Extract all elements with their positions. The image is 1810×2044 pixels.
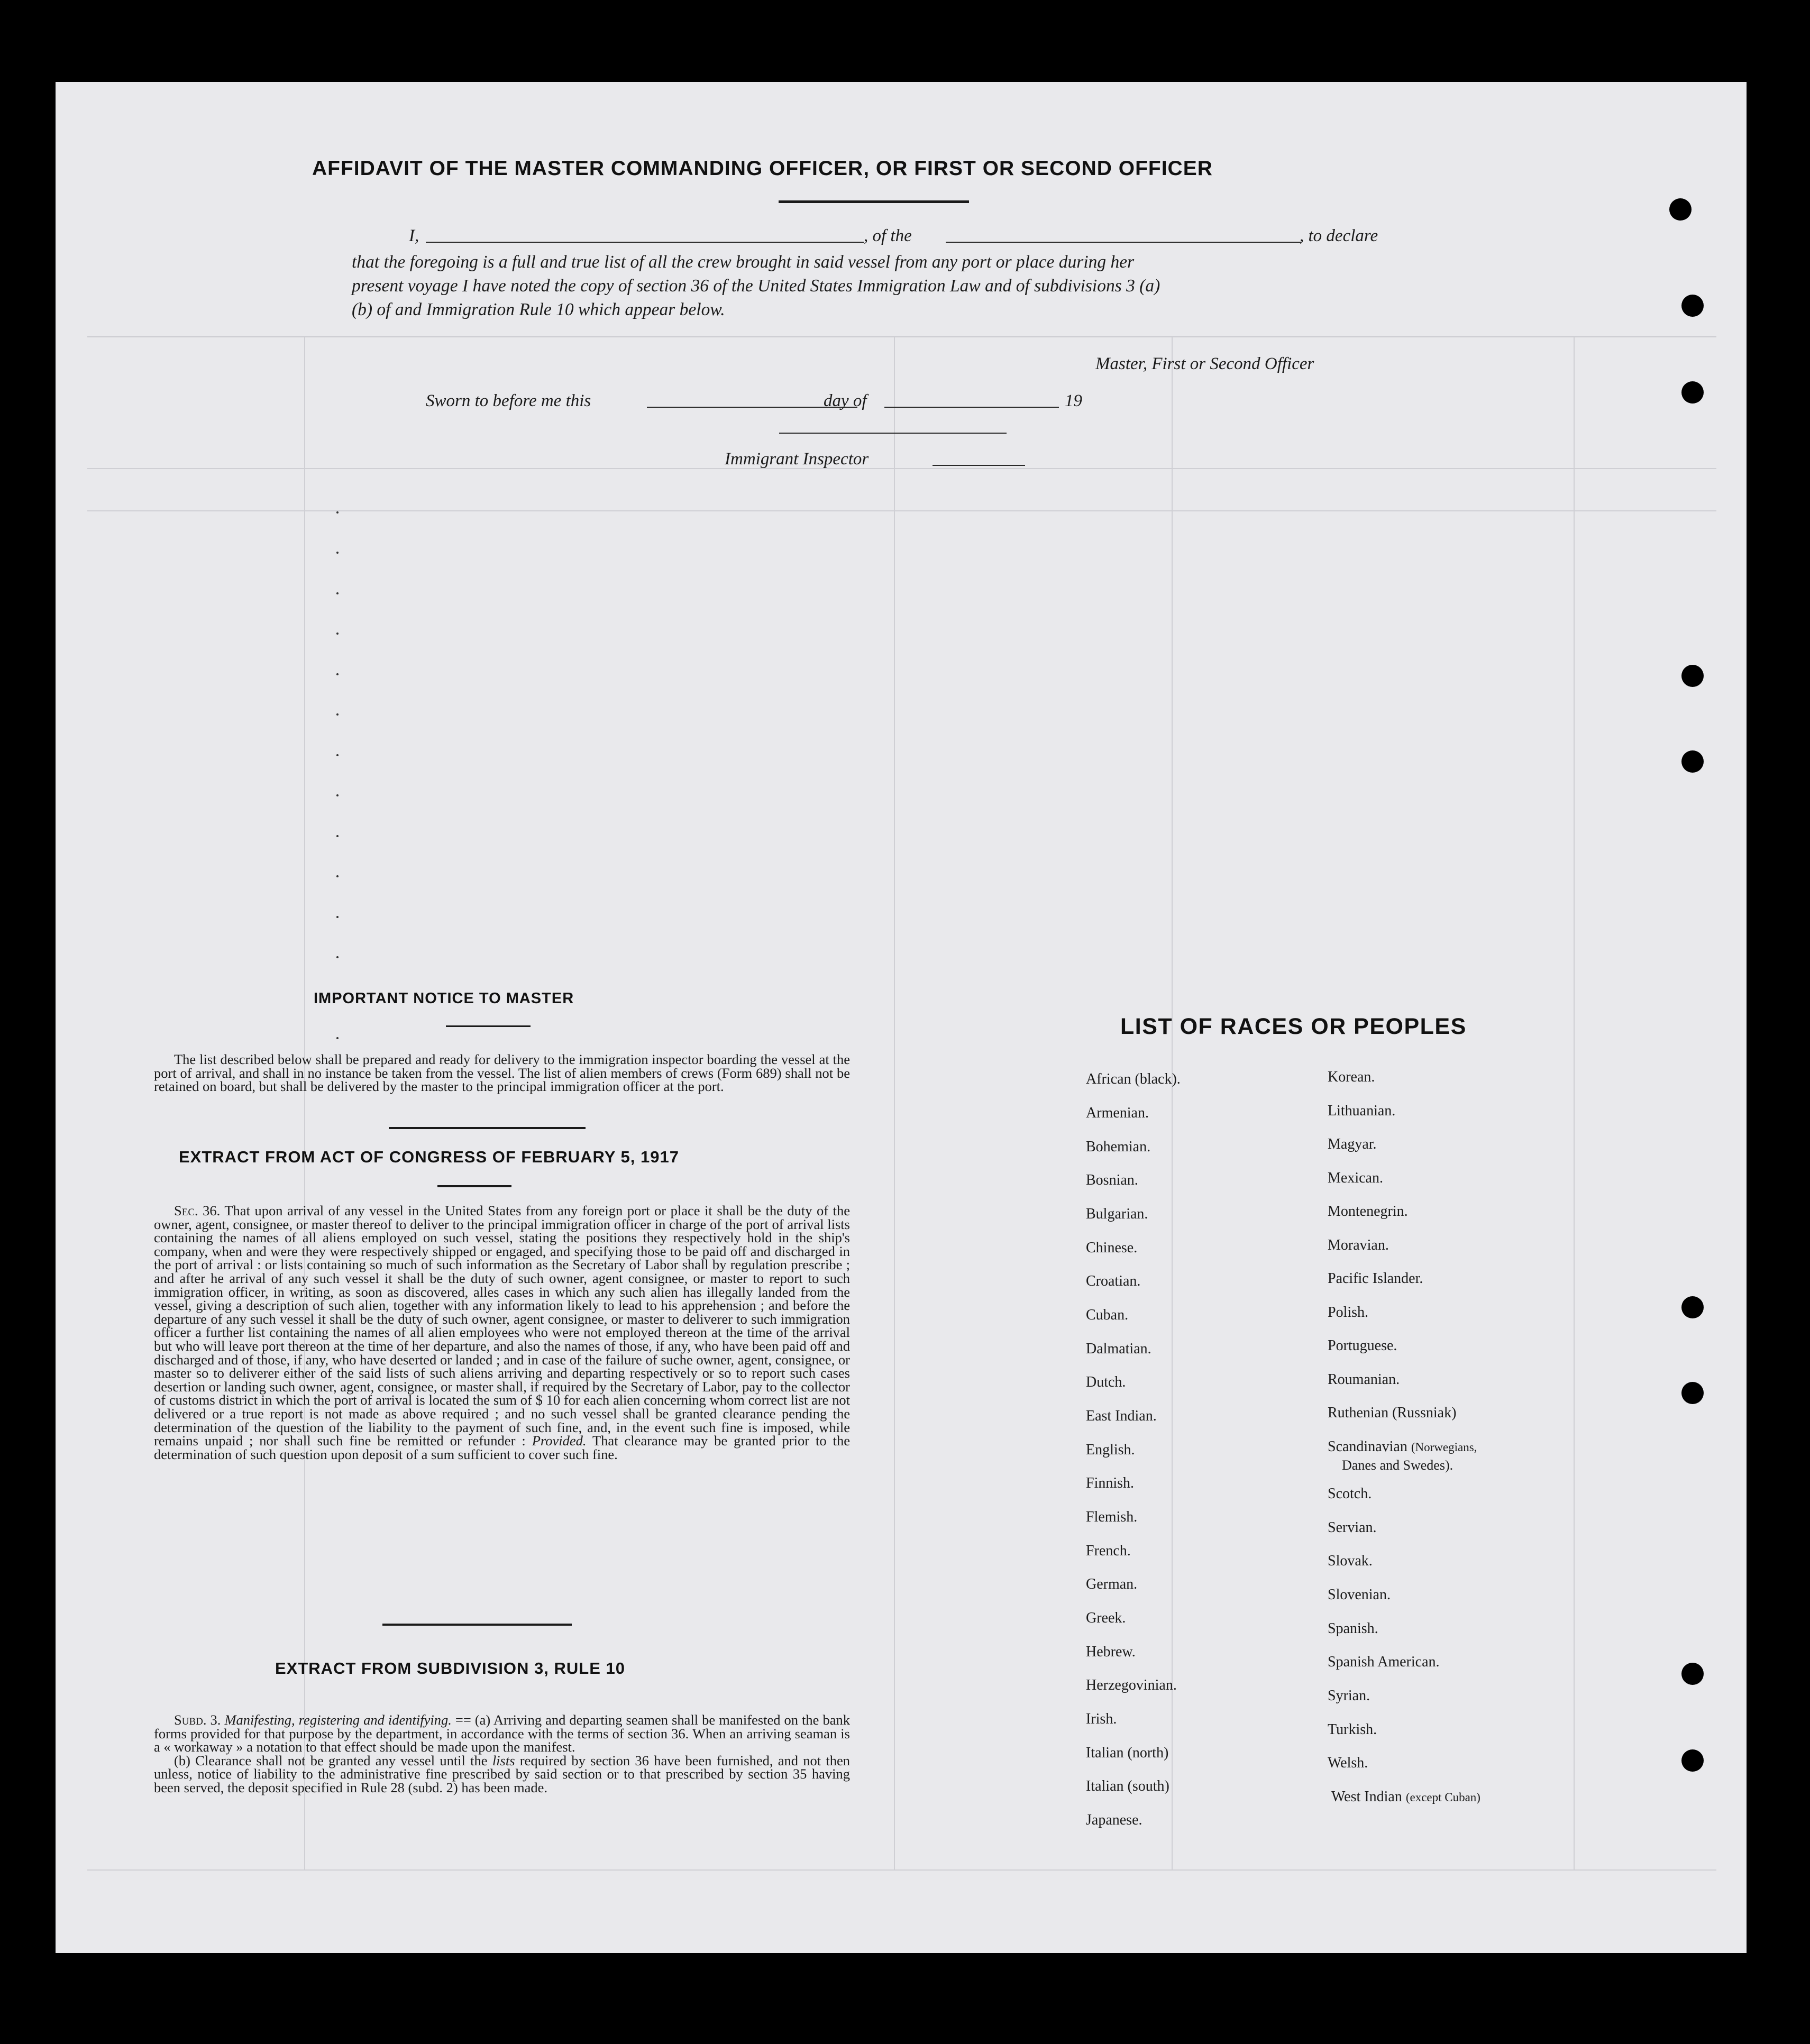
race-item-note: Danes and Swedes). xyxy=(1342,1458,1454,1473)
column-dot xyxy=(336,713,339,716)
race-item: Cuban. xyxy=(1086,1307,1129,1323)
punch-hole xyxy=(1681,665,1704,687)
punch-hole xyxy=(1681,1663,1704,1685)
notice-text xyxy=(154,1053,850,1094)
year-label: 19 xyxy=(1065,391,1082,410)
race-item: Hebrew. xyxy=(1086,1644,1136,1660)
race-item: Syrian. xyxy=(1328,1688,1370,1704)
of-the-label: , of the xyxy=(864,226,912,245)
punch-hole xyxy=(1681,381,1704,404)
inspector-name-field[interactable] xyxy=(933,465,1025,466)
rule10-title: EXTRACT FROM SUBDIVISION 3, RULE 10 xyxy=(275,1659,625,1678)
race-item: Finnish. xyxy=(1086,1475,1135,1491)
affiant-label: I, xyxy=(409,226,419,245)
race-item: Servian. xyxy=(1328,1519,1377,1536)
notice-paragraph: The list described below shall be prepared and ready for delivery to the immigration inspector boarding the vessel at the port of arrival, and shall in no instance be taken from the vessel. The list of alien members of crews (Form 689) shall not be retained on board, but shall be delivered by the master to the principal immigration officer at the port. xyxy=(154,1051,850,1095)
race-item: Spanish. xyxy=(1328,1620,1378,1637)
column-dot xyxy=(336,916,339,918)
race-item: Lithuanian. xyxy=(1328,1103,1396,1119)
to-declare-label: , to declare xyxy=(1300,226,1378,245)
punch-hole xyxy=(1681,1749,1704,1772)
race-item: Magyar. xyxy=(1328,1136,1377,1152)
column-dot xyxy=(336,754,339,756)
affidavit-title: AFFIDAVIT OF THE MASTER COMMANDING OFFICER, OR FIRST OR SECOND OFFICER xyxy=(312,157,1213,180)
race-item-label: Scandinavian xyxy=(1328,1438,1407,1455)
column-dot xyxy=(336,592,339,594)
sworn-label: Sworn to before me this xyxy=(426,391,591,410)
column-dot xyxy=(336,633,339,635)
vessel-name-field[interactable] xyxy=(946,242,1301,243)
race-item: Mexican. xyxy=(1328,1170,1383,1186)
column-dot xyxy=(336,794,339,796)
column-dot xyxy=(336,673,339,675)
race-item: Croatian. xyxy=(1086,1273,1141,1289)
notice-title: IMPORTANT NOTICE TO MASTER xyxy=(314,990,574,1007)
race-item: French. xyxy=(1086,1543,1131,1559)
inspector-label: Immigrant Inspector xyxy=(725,450,869,469)
inspector-signature-field[interactable] xyxy=(779,433,1007,434)
act-rule xyxy=(437,1185,511,1187)
act-section-text: That upon arrival of any vessel in the United States from any foreign port or place it shall be the duty of the owner, agent, consignee, or master thereof to deliver to the principal immigration officer in charge of the port of arrival lists containing the names of all aliens employed on such vessel, stating the positions they respectively hold in the ship's company, when and were they were respectively shipped or engaged, and specifying those to be paid off and discharged in the port of arrival : or lists containing so much of such information as the Secretary of Labor shall by regulation prescribe ; and after he arrival of any such vessel it shall be the duty of such owner, agent consignee, or master to report to such immigration officer, in writing, as soon as discovered, alles cases in which any such alien has illegally landed from the vessel, giving a description of such alien, together with any information likely to lead to his apprehension ; and before the departure of any such vessel it shall be the duty of such owner, agent consignee, or master to deliverer to such immigration officer a further list containing the names of all alien employees who were not employed thereon at the time of the arrival but who will leave port thereon at the time of her departure, and also the names of those, if any, who have been paid off and discharged and of those, if any, who have deserted or landed ; and in case of the failure of suche owner, agent, consignee, or master so to deliverer either of the said lists of such aliens arriving and departing respectively or so to report such cases desertion or landing such owner, agent, consignee, or master shall, if required by the Secretary of Labor, pay to the collector of customs district in which the port of arrival is located the sum of $ 10 for each alien concerning whom correct list are not delivered or a true report is not made as above required ; and no such vessel shall be granted clearance pending the determination of the question of the liability to the payment of such fine, and, in the event such fine is imposed, while remains unpaid ; nor shall such fine be remitted or refunder : xyxy=(154,1203,850,1449)
race-item: Greek. xyxy=(1086,1610,1126,1626)
race-item: Moravian. xyxy=(1328,1237,1389,1253)
bleed-through-line xyxy=(1574,336,1575,1869)
race-item: Welsh. xyxy=(1328,1755,1368,1771)
race-item-label: West Indian xyxy=(1331,1789,1402,1805)
bleed-through-line xyxy=(1172,336,1173,1869)
race-item-note: (except Cuban) xyxy=(1405,1791,1480,1804)
column-dot xyxy=(336,511,339,514)
race-item: Portuguese. xyxy=(1328,1337,1397,1354)
rule10-text xyxy=(154,1713,850,1795)
column-dot xyxy=(336,1037,339,1039)
race-item: Bulgarian. xyxy=(1086,1206,1148,1222)
race-item: Dalmatian. xyxy=(1086,1341,1151,1357)
race-item: Slovak. xyxy=(1328,1553,1373,1569)
punch-hole xyxy=(1681,750,1704,773)
race-item: Irish. xyxy=(1086,1711,1117,1727)
bleed-through-line xyxy=(87,510,1716,511)
race-item: Dutch. xyxy=(1086,1374,1126,1390)
race-item: Turkish. xyxy=(1328,1721,1377,1738)
day-of-label: day of xyxy=(824,391,867,410)
race-item: Japanese. xyxy=(1086,1812,1142,1828)
race-item: Roumanian. xyxy=(1328,1371,1400,1388)
rule10-subd-heading: Manifesting, registering and identifying. xyxy=(224,1712,452,1728)
bleed-through-line xyxy=(894,336,895,1869)
race-item: Bosnian. xyxy=(1086,1172,1138,1188)
rule10-a-text: == (a) Arriving and departing seamen shall be manifested on the bank forms provided for that purpose by the department, in accordance with the terms of section 36. When an arriving seaman is a « workaway » a notation to that effect should be made upon the manifest. xyxy=(154,1712,850,1755)
race-item: Ruthenian (Russniak) xyxy=(1328,1405,1457,1421)
rule10-b-text: (b) Clearance shall not be granted any vessel until the xyxy=(174,1752,488,1768)
form-page xyxy=(56,82,1747,1953)
race-item: Bohemian. xyxy=(1086,1139,1151,1155)
act-provided: Provided. xyxy=(532,1433,587,1449)
bleed-through-line xyxy=(87,1869,1716,1871)
column-dot xyxy=(336,956,339,958)
rule10-b-lists: lists xyxy=(492,1752,515,1768)
act-section-label: Sec. 36. xyxy=(174,1203,221,1218)
affiant-name-field[interactable] xyxy=(426,242,864,243)
column-dot xyxy=(336,552,339,554)
punch-hole xyxy=(1669,198,1692,221)
affidavit-line-3: present voyage I have noted the copy of section 36 of the United States Immigration Law and of subdivisions 3 (a) xyxy=(352,276,1160,296)
rule10-subd-label: Subd. 3. xyxy=(174,1712,221,1728)
act-bottom-rule xyxy=(382,1624,572,1626)
race-item: Chinese. xyxy=(1086,1240,1138,1256)
title-rule xyxy=(779,200,969,203)
act-title: EXTRACT FROM ACT OF CONGRESS OF FEBRUARY 5, 1917 xyxy=(179,1148,679,1166)
punch-hole xyxy=(1681,1296,1704,1318)
act-section-end: That clearance may be granted prior to the determination of such question upon deposit of a sum sufficient to cover such fine. xyxy=(154,1433,850,1462)
race-item xyxy=(1331,1789,1480,1805)
race-item: Spanish American. xyxy=(1328,1654,1440,1670)
bleed-through-line xyxy=(304,336,305,1869)
race-item: Montenegrin. xyxy=(1328,1203,1408,1220)
notice-rule xyxy=(446,1025,531,1027)
punch-hole xyxy=(1681,295,1704,317)
notice-bottom-rule xyxy=(389,1127,586,1129)
race-item: German. xyxy=(1086,1576,1138,1592)
rule10-b-text-end: required by section 36 have been furnished, and not then unless, notice of liability to the administrative fine prescribed by said section or to that prescribed by section 35 having been served, the deposit specified in Rule 28 (subd. 2) has been made. xyxy=(154,1752,851,1795)
bleed-through-line xyxy=(87,336,1716,337)
race-item: Scotch. xyxy=(1328,1486,1372,1502)
race-item: Armenian. xyxy=(1086,1105,1149,1121)
column-dot xyxy=(336,835,339,837)
race-item: Slovenian. xyxy=(1328,1587,1391,1603)
race-item: Pacific Islander. xyxy=(1328,1270,1423,1287)
race-item: Italian (north) xyxy=(1086,1745,1169,1761)
bleed-through-line xyxy=(87,468,1716,469)
race-item: Korean. xyxy=(1328,1069,1375,1085)
column-dot xyxy=(336,875,339,877)
race-item: African (black). xyxy=(1086,1071,1181,1087)
act-text xyxy=(154,1204,850,1461)
race-item: East Indian. xyxy=(1086,1408,1157,1424)
race-item: Italian (south) xyxy=(1086,1778,1169,1794)
race-item xyxy=(1328,1438,1477,1455)
affidavit-line-2: that the foregoing is a full and true list of all the crew brought in said vessel from any port or place during her xyxy=(352,252,1135,272)
master-signature-label: Master, First or Second Officer xyxy=(1095,354,1314,373)
race-item: Polish. xyxy=(1328,1304,1369,1321)
race-item: Flemish. xyxy=(1086,1509,1138,1525)
races-title: LIST OF RACES OR PEOPLES xyxy=(1120,1014,1467,1039)
affidavit-line-4: (b) of and Immigration Rule 10 which appear below. xyxy=(352,300,725,319)
race-item: Herzegovinian. xyxy=(1086,1677,1177,1693)
punch-hole xyxy=(1681,1382,1704,1404)
race-item: English. xyxy=(1086,1442,1135,1458)
race-item-note: (Norwegians, xyxy=(1411,1441,1477,1454)
sworn-month-field[interactable] xyxy=(884,407,1059,408)
